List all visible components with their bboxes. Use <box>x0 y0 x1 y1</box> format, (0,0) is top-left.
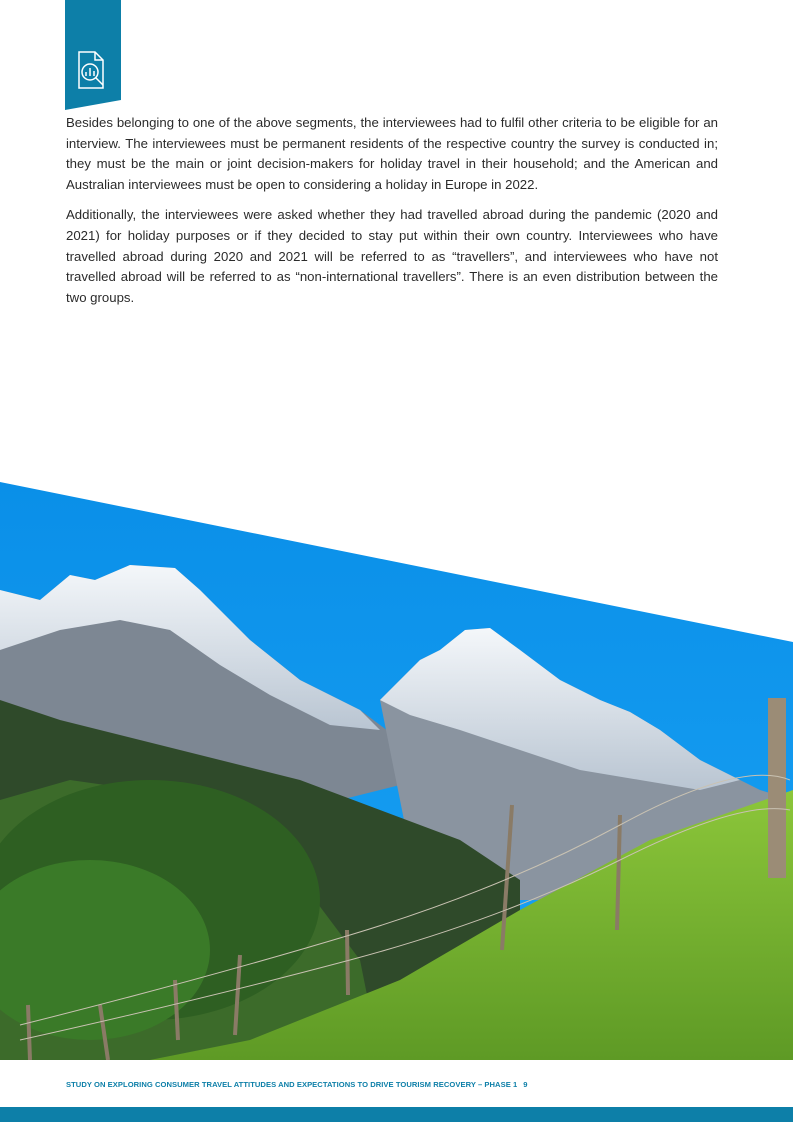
page-number: 9 <box>523 1080 528 1089</box>
body-text <box>66 113 718 318</box>
mountain-photo <box>0 480 793 1060</box>
footer-running-title <box>66 1080 528 1089</box>
paragraph-eligibility: Besides belonging to one of the above segments, the interviewees had to fulfil other criteria to be eligible for an interview. The interviewees must be permanent residents of the respective country the survey is conducted in; they must be the main or joint decision-makers for holiday travel in their household; and the American and Australian interviewees must be open to considering a holiday in Europe in 2022. <box>66 115 718 192</box>
section-tab <box>65 0 121 110</box>
footer-bar <box>0 1107 793 1122</box>
paragraph-travel-groups: Additionally, the interviewees were asked whether they had travelled abroad during the pandemic (2020 and 2021) for holiday purposes or if they decided to stay put within their own country. Interviewees who have travelled abroad during 2020 and 2021 will be referred to as “travellers”, and interviewees who have not travelled abroad will be referred to as “non-international travellers”. There is an even distribution between the two groups. <box>66 207 718 305</box>
footer-title: STUDY ON EXPLORING CONSUMER TRAVEL ATTITUDES AND EXPECTATIONS TO DRIVE TOURISM RECOVERY – PHASE 1 <box>66 1080 518 1089</box>
